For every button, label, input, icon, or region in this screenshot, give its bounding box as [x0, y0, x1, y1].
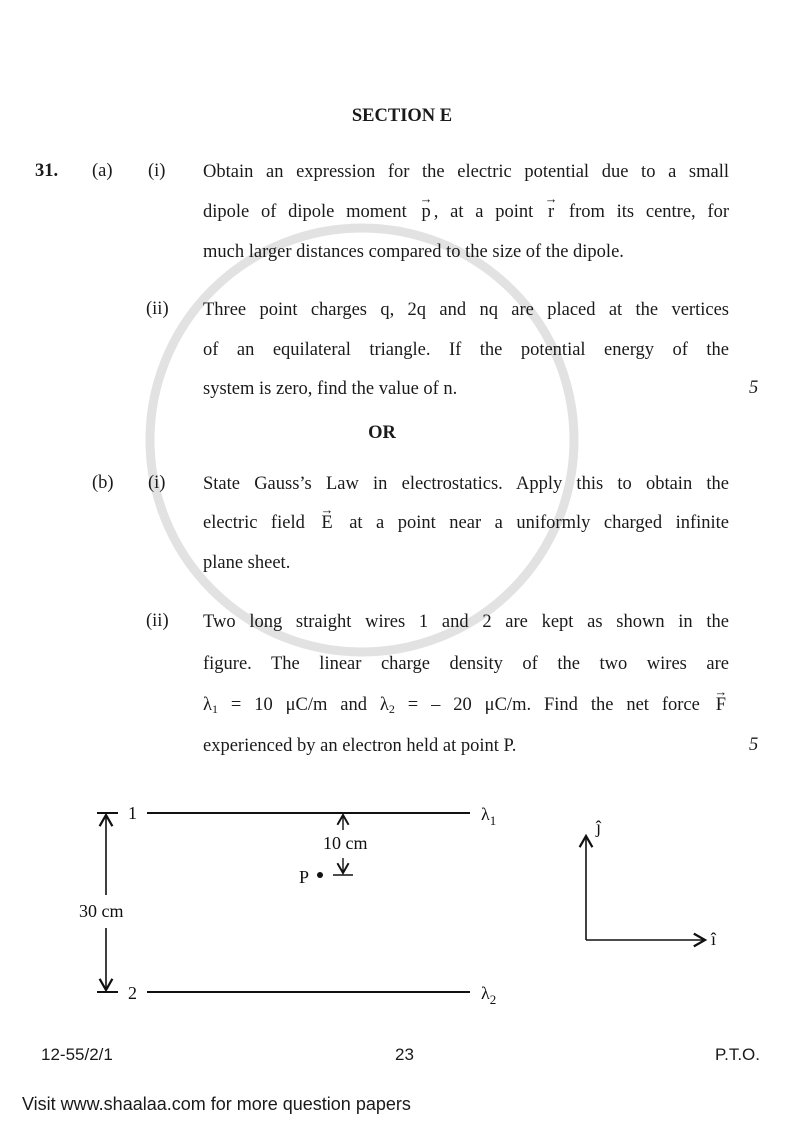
text-line: much larger distances compared to the size of the dipole.	[203, 242, 624, 262]
section-title: SECTION E	[351, 106, 453, 126]
part-a-ii-label: (ii)	[146, 299, 169, 319]
text-line: experienced by an electron held at point P.	[203, 736, 517, 756]
distance-30cm-label: 30 cm	[79, 901, 124, 921]
text: dipole of dipole moment	[203, 202, 407, 222]
or-divider: OR	[368, 423, 396, 443]
part-b-label: (b)	[92, 473, 114, 493]
point-p-dot	[317, 872, 323, 878]
paper-code: 12-55/2/1	[41, 1045, 113, 1064]
text-line: system is zero, find the value of n.	[203, 379, 458, 399]
pto: P.T.O.	[714, 1045, 760, 1064]
text-line: Obtain an expression for the electric potential due to a small	[203, 162, 729, 182]
text: electric field	[203, 513, 305, 533]
marks: 5	[749, 735, 759, 755]
text: , at a point	[433, 202, 534, 222]
question-number: 31.	[35, 161, 59, 181]
distance-10cm-label: 10 cm	[323, 833, 368, 853]
vector-p: → p	[419, 201, 434, 223]
text-line: Two long straight wires 1 and 2 are kept as shown in the	[203, 612, 729, 632]
text: = 10 μC/m and $\lambda_2$	[230, 695, 395, 716]
text: at a point near a uniformly charged infinite	[349, 513, 730, 533]
lambda-2-label: $\lambda_2$	[481, 983, 497, 1007]
part-a-label: (a)	[92, 161, 113, 181]
page-number: 23	[395, 1045, 414, 1064]
marks: 5	[749, 378, 759, 398]
text: $\lambda_1$	[203, 695, 218, 716]
axis-j-label: ĵ	[596, 817, 602, 837]
text-line: Three point charges q, 2q and nq are placed at the vertices	[203, 300, 729, 320]
axis-i-label: î	[711, 929, 717, 949]
text-line: of an equilateral triangle. If the potential energy of the	[203, 340, 729, 360]
text: from its centre, for	[568, 202, 729, 222]
text: = – 20 μC/m. Find the net force	[407, 695, 700, 715]
visit-link[interactable]: Visit www.shaalaa.com for more question papers	[22, 1094, 411, 1114]
vector-r: → r	[545, 201, 557, 223]
vector-f: → F	[713, 694, 729, 716]
text-line: figure. The linear charge density of the two wires are	[203, 654, 729, 674]
lambda-1-label: $\lambda_1$	[481, 804, 497, 828]
point-p-label: P	[299, 867, 310, 887]
text-line: plane sheet.	[203, 553, 291, 573]
part-b-i-label: (i)	[148, 473, 166, 493]
part-a-i-label: (i)	[148, 161, 166, 181]
text-line: State Gauss’s Law in electrostatics. Apply this to obtain the	[203, 474, 729, 494]
wire-2-label: 2	[128, 983, 137, 1003]
vector-e: → E	[318, 512, 335, 534]
wire-1-label: 1	[128, 803, 137, 823]
part-b-ii-label: (ii)	[146, 611, 169, 631]
